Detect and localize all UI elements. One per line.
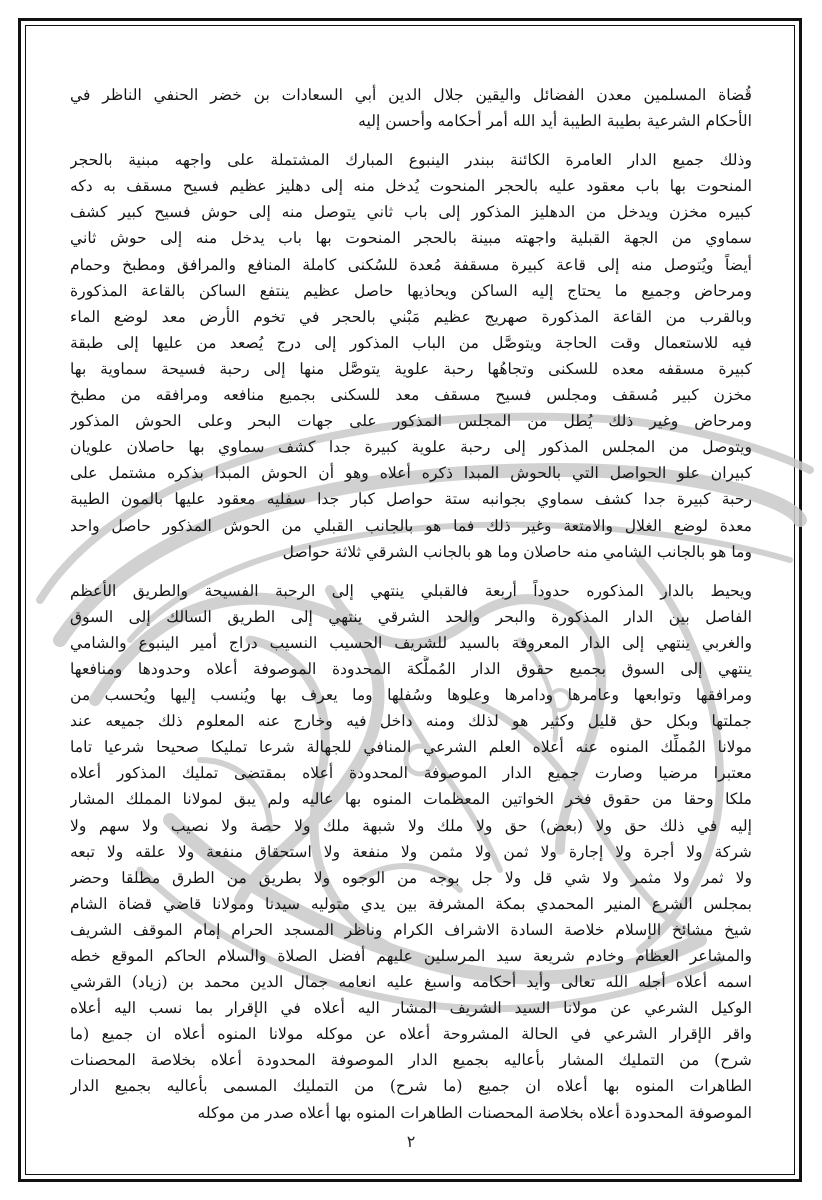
text-line: وما هو بالجانب الشامي منه حاصلان وما هو بالجانب الشرقي ثلاثة حواصل [282, 542, 752, 561]
text-line: مولانا المُملِّك المنوه عنه أعلاه العلم الشرعي المنافي للجهالة شرعا تمليكا صحيحا شرعيا تاما [70, 738, 752, 757]
text-line: أيضاً ويُتوصل منه إلى قاعة كبيرة مسقفة مُعدة للسُكنى كاملة المنافع والمرافق ومطبخ وحمام [70, 255, 752, 274]
paragraph-heading-continuation [70, 82, 752, 134]
text-line: ومرحاض وجميع ما يحتاج إليه الساكن ويحاذيها حاصل عظيم ينتفع الساكن بالقاعة المذكورة [70, 281, 752, 300]
text-line: مخزن كبير مُسقف ومجلس فسيح مسقف معد للسكنى بجميع منافعه ومرافقه من مطبخ [70, 386, 752, 405]
text-line: ملكا وحقا من حقوق فخر الخواتين المعظمات المنوه بها عاليه ولم يبق لمولانا المملك المشار [70, 790, 752, 809]
text-line: ويحيط بالدار المذكوره حدوداً أربعة فالقبلي ينتهي إلى الرحبة الفسيحة والطريق الأعظم [70, 581, 752, 600]
text-line: شركة ولا أجرة ولا إجارة ولا ثمن ولا مثمن ولا منفعة ولا استحقاق منفعة ولا علقه ولا تبعه [70, 842, 752, 861]
text-line: والغربي ينتهي إلى الدار المعروفة بالسيد للشريف الحسيب النسيب دراج أمير الينبوع والشامي [70, 633, 752, 652]
text-line: الأحكام الشرعية بطيبة الطيبة أيد الله أمر أحكامه وأحسن إليه [358, 112, 752, 131]
text-line: كبيرة مسقفه معده للسكنى وتجاهُها رحبة علوية يتوصَّل منها إلى رحبة فسيحة سماوية بها [70, 359, 752, 378]
text-line: واقر الإقرار الشرعي في الحالة المشروحة أعلاه عن موكله مولانا المنوه أعلاه ان جميع (ما [70, 1025, 752, 1044]
text-line: وبالقرب من القاعة المذكورة صهريج عظيم مَبْني بالحجر في تخوم الأرض معد لوضع الماء [70, 307, 752, 326]
text-line: والمشاعر العظام وخادم شريعة سيد المرسلين عليهم أفضل الصلاة والسلام الحاكم الموقع خطه [70, 947, 752, 965]
paragraph-property-description [70, 147, 752, 565]
text-line: ويتوصل من المجلس المذكور إلى رحبة علوية كبيرة جدا كشف سماوي بها حاصلان علويان [70, 438, 752, 457]
text-line: الموصوفة المحدودة أعلاه بخلاصة المحصنات الطاهرات المنوه بها أعلاه صدر من موكله [197, 1103, 752, 1122]
text-line: كبيره مخزن ويدخل من الدهليز المذكور إلى باب ثاني يتوصل منه إلى حوش فسيح كبير كشف [70, 203, 752, 222]
page-number: ٢ [406, 1132, 416, 1151]
text-line: قُضاة المسلمين معدن الفضائل واليقين جلال الدين أبي السعادات بن خضر الحنفي الناظر في [70, 86, 752, 104]
text-line: كبيران علو الحواصل التي بالحوش المبدا ذكره أعلاه وهو أن الحوش المبدا بذكره مشتمل على [70, 464, 752, 483]
text-line: شيخ مشائخ الإسلام خلاصة السادة الاشراف الكرام وناظر المسجد الحرام إمام الموقف الشريف [70, 920, 752, 939]
text-line: اسمه أعلاه أجله الله تعالى وأيد أحكامه واسبغ عليه انعامه جمال الدين محمد بن (زياد) القرشي [70, 973, 752, 992]
text-line: جملتها وبكل حق قليل وكثير هو لذلك ومنه داخل فيه وخارج عنه المعلوم ذلك جميعه عند [70, 712, 752, 731]
text-line: الفاصل بين الدار المذكورة والبحر والحد الشرقي ينتهي إلى الطريق السالك إلى السوق [70, 607, 752, 626]
text-line: ومرحاض وغير ذلك يُطل من المجلس المذكور على جهات البحر وعلى الحوش المذكور [70, 412, 752, 431]
text-line: فيه للاستعمال وقت الحاجة ويتوصَّل من الباب المذكور إلى درج يُصعد من عليها إلى طبقة [70, 333, 752, 352]
text-line: شرح) من التمليك المشار بأعاليه بجميع الدار الموصوفة المحدودة أعلاه بخلاصة المحصنات [70, 1051, 752, 1070]
text-line: رحبة كبيرة جدا كشف سماوي بجوانبه ستة حواصل كبار جدا سفليه معقود عليها بالمون الطيبة [70, 490, 752, 509]
text-line: معدة لوضع الغلال والامتعة وغير ذلك فما هو بالجانب القبلي من الحوش المذكور حاصل واحد [70, 516, 752, 535]
text-line: إليه في ذلك حق ولا (بعض) حق ولا ملك ولا شبهة ملك ولا حصة ولا نصيب ولا سهم ولا [70, 816, 752, 835]
text-line: ولا ثمر ولا مثمر ولا شي قل ولا جل بوجه من الوجوه ولا بطريق من الطرق مطلقا وحضر [70, 868, 752, 887]
text-line: بمجلس الشرع المنير المحمدي بمكة المشرفة بين يدي متوليه سيدنا ومولانا قاضي قضاة الشام [70, 894, 752, 913]
text-line: المنحوت بها باب معقود عليه بالحجر المنحوت يُدخل منه إلى دهليز عظيم فسيح مسقف به دكه [70, 177, 752, 196]
text-line: وذلك جميع الدار العامرة الكائنة ببندر الينبوع المبارك المشتملة على واجهه مبنية بالحجر [70, 151, 752, 170]
text-line: ينتهي إلى السوق بجميع حقوق الدار المُملَّكة المحدودة الموصوفة أعلاه وحدودها ومنافعها [70, 659, 752, 678]
paragraph-boundaries-and-transfer [70, 578, 752, 1126]
text-line: الطاهرات المنوه بها أعلاه ان جميع (ما شرح) من التمليك المسمى بأعاليه بجميع الدار [70, 1077, 752, 1096]
text-line: سماوي من الجهة القبلية واجهته مبينة بالحجر المنحوت بها باب يدخل منه إلى حوش ثاني [70, 229, 752, 248]
document-body [70, 82, 752, 1126]
text-line: الوكيل الشرعي عن مولانا السيد الشريف المشار اليه أعلاه في الإقرار بما نسب اليه أعلاه [70, 999, 752, 1018]
text-line: ومرافقها وتوابعها وعامرها ودامرها وعلوها وسُفلها وما يعرف بها ويُنسب إليها ويُحسب من [70, 686, 752, 705]
text-line: معتبرا مرضيا وصارت جميع الدار الموصوفة المحدودة أعلاه بمقتضى تمليك المذكور أعلاه [70, 764, 752, 783]
